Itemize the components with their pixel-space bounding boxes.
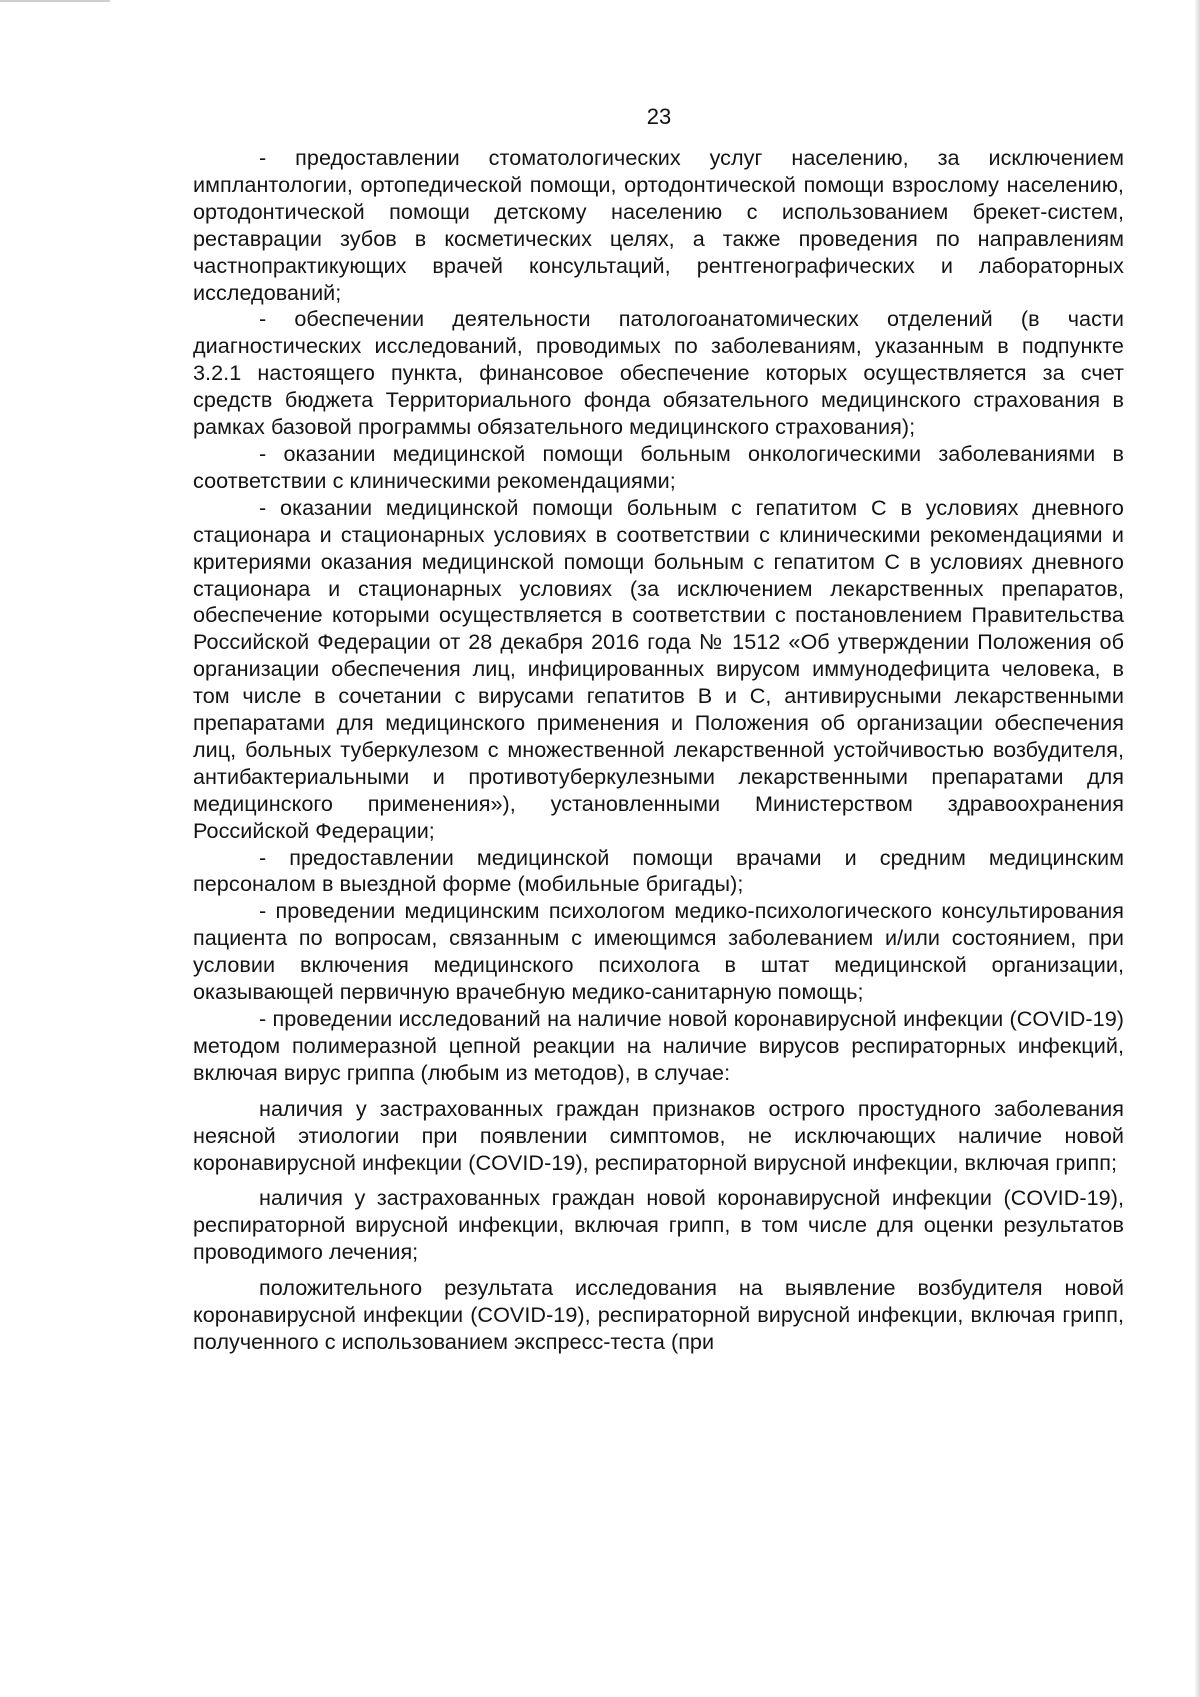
scan-edge-top (0, 0, 110, 2)
paragraph-case-express-test: положительного результата исследования на выявление возбудителя новой коронавирусной инфекции (COVID-19), респираторной вирусной инфекции, включая грипп, полученного с использованием экспресс-теста (при (193, 1275, 1124, 1354)
paragraph-psychologist-consulting: - проведении медицинским психологом медико-психологического консультирования пациента по вопросам, связанным с имеющимся заболеванием и/или состоянием, при условии включения медицинского психолога в штат медицинской организации, оказывающей первичную врачебную медико-санитарную помощь; (193, 898, 1124, 1005)
paragraph-hepatitis-c-care: - оказании медицинской помощи больным с гепатитом С в условиях дневного стационара и стационарных условиях в соответствии с клиническими рекомендациями и критериями оказания медицинской помощи больным с гепатитом С в условиях дневного стационара и стационарных условиях (за исключением лекарственных препаратов, обеспечение которыми осуществляется в соответствии с постановлением Правительства Российской Федерации от 28 декабря 2016 года № 1512 «Об утверждении Положения об организации обеспечения лиц, инфицированных вирусом иммунодефицита человека, в том числе в сочетании с вирусами гепатитов В и С, антивирусными лекарственными препаратами для медицинского применения и Положения об организации обеспечения лиц, больных туберкулезом с множественной лекарственной устойчивостью возбудителя, антибактериальными и противотуберкулезными лекарственными препаратами для медицинского применения»), установленными Министерством здравоохранения Российской Федерации; (193, 494, 1124, 843)
paragraph-case-symptoms: наличия у застрахованных граждан признаков острого простудного заболевания неясной этиологии при появлении симптомов, не исключающих наличие новой коронавирусной инфекции (COVID-19), респираторной вирусной инфекции, включая грипп; (193, 1095, 1124, 1175)
paragraph-pathology-departments: - обеспечении деятельности патологоанатомических отделений (в части диагностических исследований, проводимых по заболеваниям, указанным в подпункте 3.2.1 настоящего пункта, финансовое обеспечение которых осуществляется за счет средств бюджета Территориального фонда обязательного медицинского страхования в рамках базовой программы обязательного медицинского страхования); (193, 306, 1124, 440)
document-body (193, 145, 1124, 1356)
paragraph-covid-pcr-testing: - проведении исследований на наличие новой коронавирусной инфекции (COVID-19) методом полимеразной цепной реакции на наличие вирусов респираторных инфекций, включая вирус гриппа (любым из методов), в случае: (193, 1006, 1124, 1085)
paragraph-oncology-care: - оказании медицинской помощи больным онкологическими заболеваниями в соответствии с клиническими рекомендациями; (193, 440, 1124, 493)
paragraph-dental-services: - предоставлении стоматологических услуг населению, за исключением имплантологии, ортопедической помощи, ортодонтической помощи взрослому населению, ортодонтической помощи детскому населению с использованием брекет-систем, реставрации зубов в косметических целях, а также проведения по направлениям частнопрактикующих врачей консультаций, рентгенографических и лабораторных исследований; (193, 145, 1124, 305)
scan-edge-right (1194, 0, 1200, 1697)
paragraph-case-infection: наличия у застрахованных граждан новой коронавирусной инфекции (COVID-19), респираторной вирусной инфекции, включая грипп, в том числе для оценки результатов проводимого лечения; (193, 1185, 1124, 1265)
page-number: 23 (646, 104, 672, 129)
paragraph-mobile-teams: - предоставлении медицинской помощи врачами и средним медицинским персоналом в выездной форме (мобильные бригады); (193, 844, 1124, 897)
